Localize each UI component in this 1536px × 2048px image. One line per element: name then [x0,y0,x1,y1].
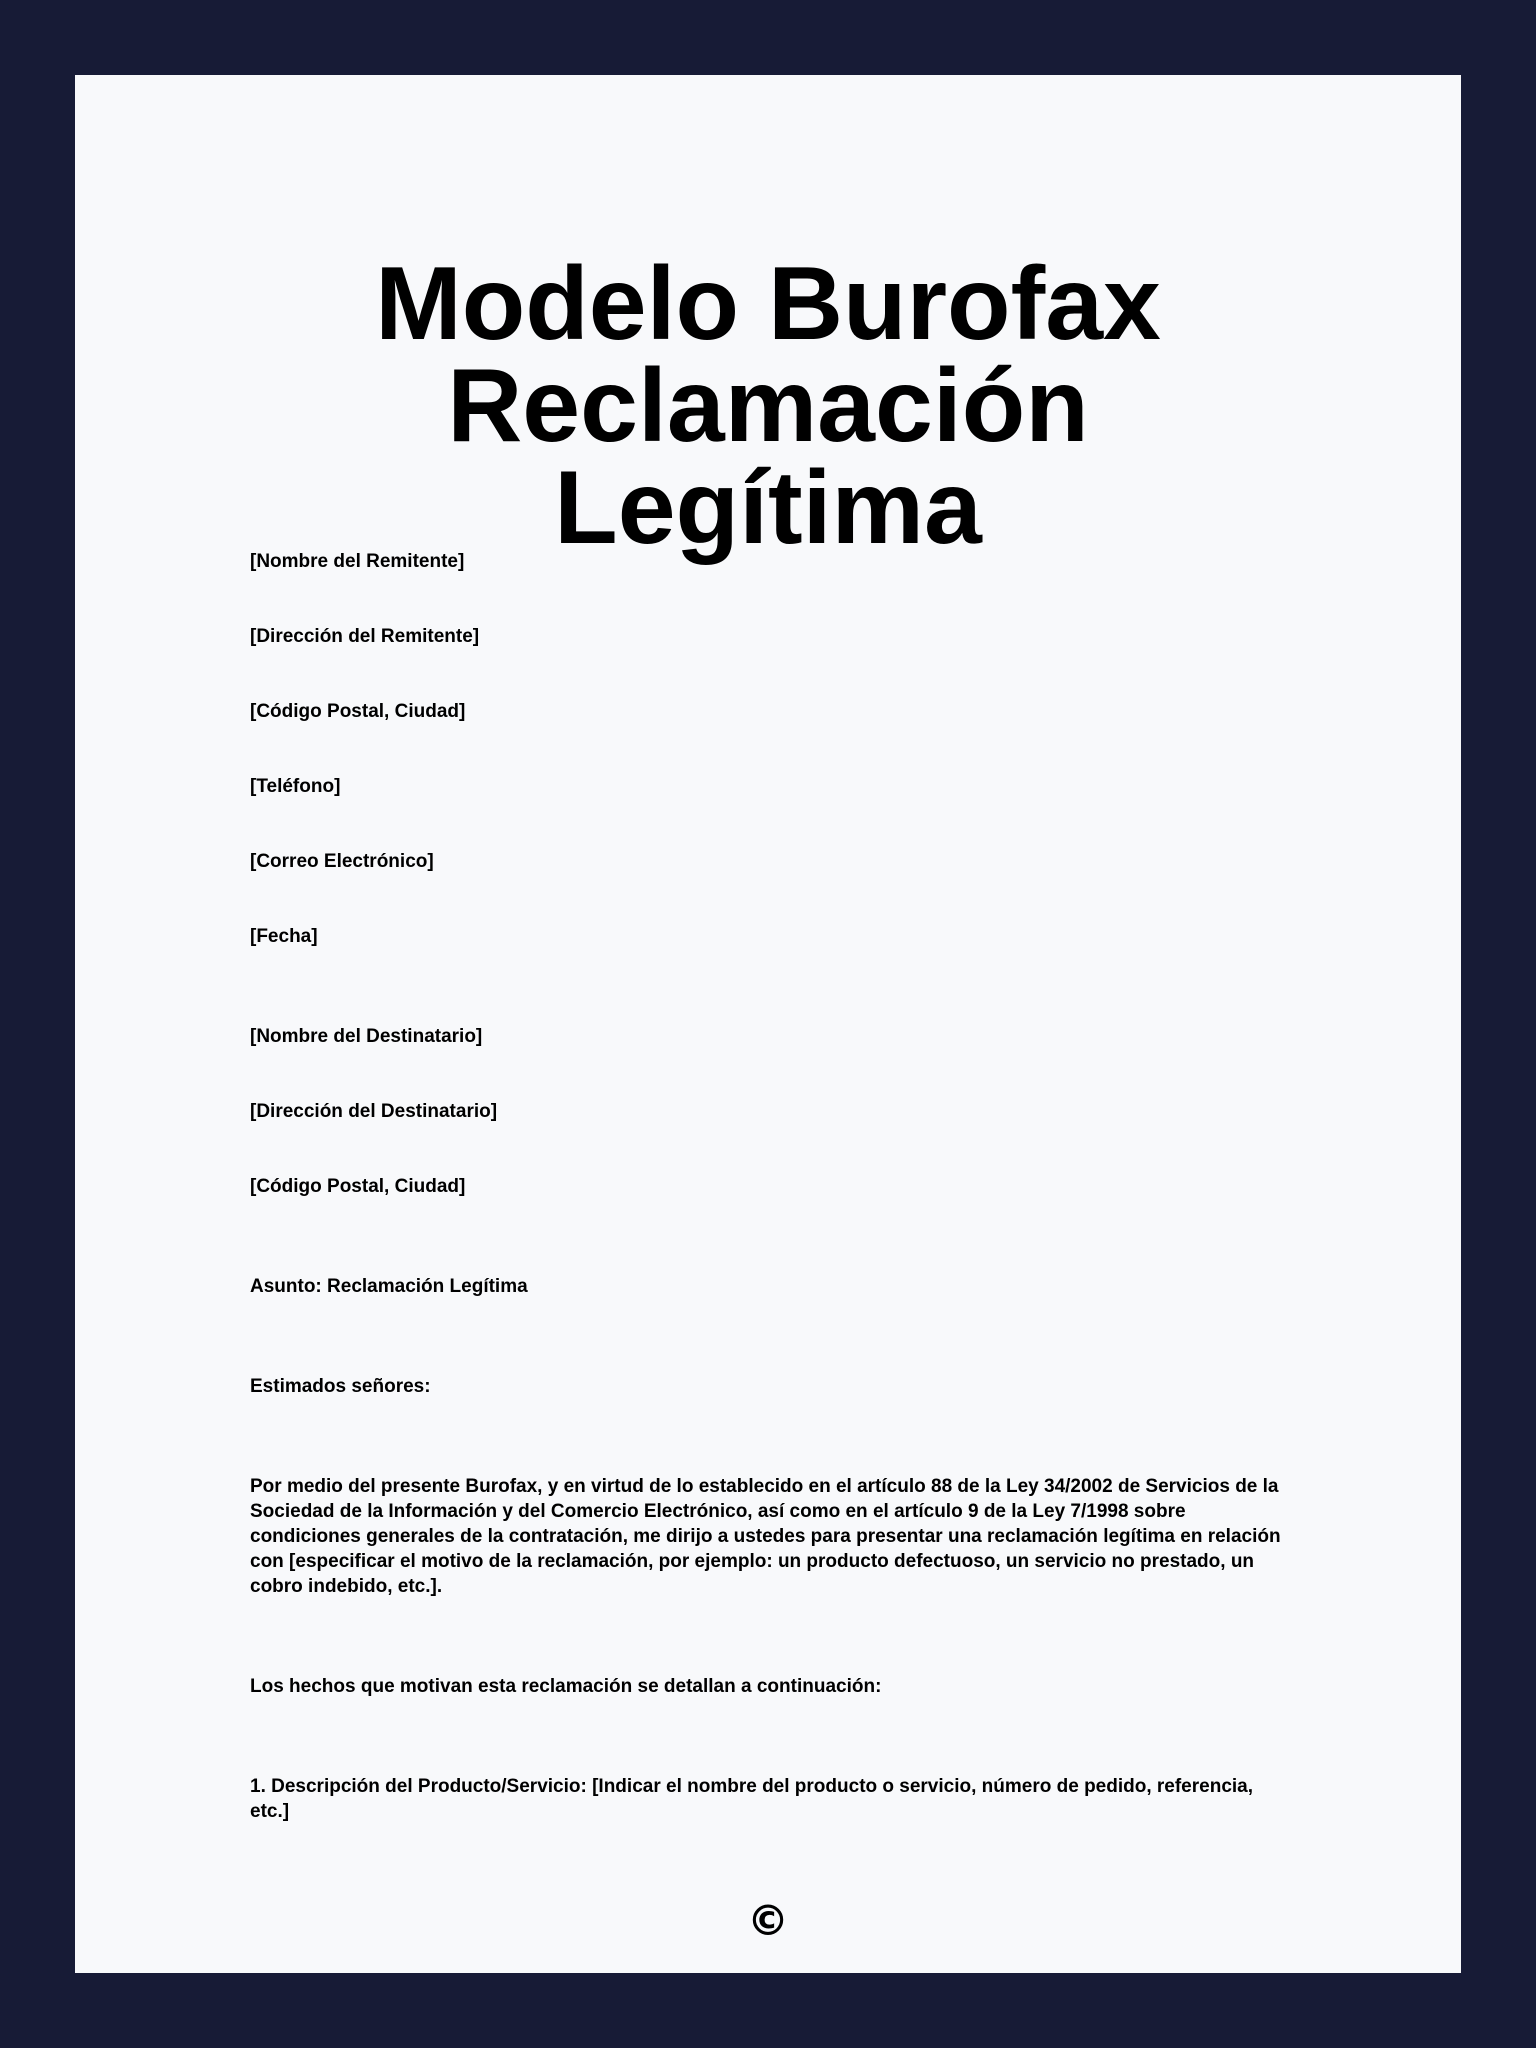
list-item: 1. Descripción del Producto/Servicio: [Indicar el nombre del producto o servicio, número de pedido, referencia, etc.] [250,1776,1254,1822]
title-line-1: Modelo Burofax Reclamación [375,246,1161,464]
copyright-icon: © [747,1896,789,1945]
sender-name: [Nombre del Remitente] [250,551,465,572]
document-page [75,75,1461,1973]
recipient-postal-city: [Código Postal, Ciudad] [250,1176,466,1197]
sender-address: [Dirección del Remitente] [250,626,480,647]
facts-intro: Los hechos que motivan esta reclamación se detallan a continuación: [250,1676,882,1697]
greeting: Estimados señores: [250,1376,431,1397]
letter-date: [Fecha] [250,926,318,947]
sender-postal-city: [Código Postal, Ciudad] [250,701,466,722]
recipient-name: [Nombre del Destinatario] [250,1026,483,1047]
sender-email: [Correo Electrónico] [250,851,434,872]
intro-paragraph: Por medio del presente Burofax, y en virtud de lo establecido en el artículo 88 de la Ley 34/2002 de Servicios de la Sociedad de la Información y del Comercio Electrónico, así como en el artículo 9 de la Ley 7/1998 sobre condiciones generales de la contratación, me dirijo a ustedes para presentar una reclamación legítima en relación con [especificar el motivo de la reclamación, por ejemplo: un producto defectuoso, un servicio no prestado, un cobro indebido, etc.]. [250,1476,1281,1597]
subject-line: Asunto: Reclamación Legítima [250,1276,528,1297]
sender-phone: [Teléfono] [250,776,341,797]
recipient-address: [Dirección del Destinatario] [250,1101,498,1122]
title-line-2: Legítima [554,450,982,566]
